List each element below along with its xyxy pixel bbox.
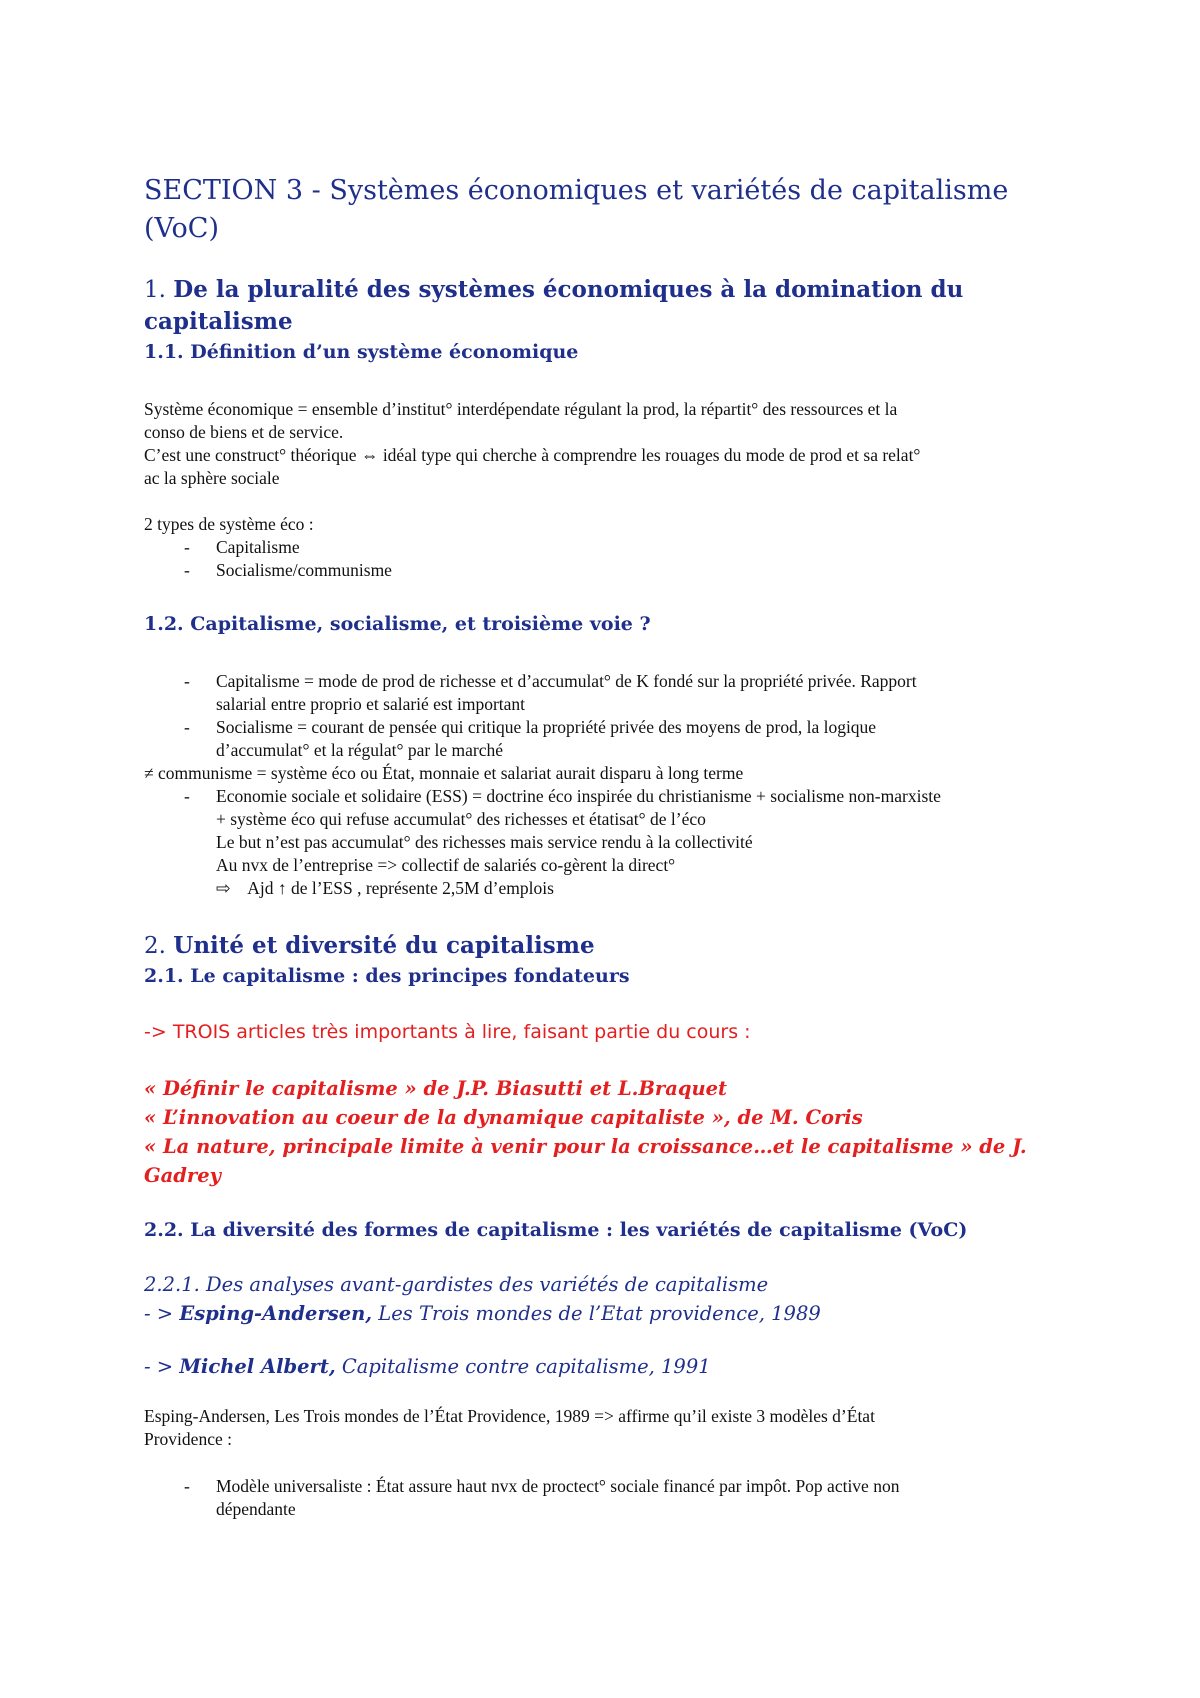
types-intro: 2 types de système éco : (144, 514, 314, 534)
paragraph-esping-andersen: Esping-Andersen, Les Trois mondes de l’État Providence, 1989 => affirme qu’il existe 3 modèles d’État Providence : (144, 1406, 875, 1449)
ess-list (144, 785, 1060, 877)
heading-1-1: 1.1. Définition d’un système économique (144, 341, 579, 363)
definitions-list (144, 670, 1060, 762)
heading-2-2-1: 2.2.1. Des analyses avant-gardistes des variétés de capitalisme (144, 1273, 769, 1296)
article-3: « La nature, principale limite à venir pour la croissance…et le capitalisme » de J. Gadrey (144, 1135, 1027, 1187)
ess-arrow-line: ⇨ Ajd ↑ de l’ESS , représente 2,5M d’emplois (216, 878, 554, 898)
list-item: - Socialisme/communisme (144, 559, 1060, 582)
paragraph-definition: Système économique = ensemble d’institut° interdépendate régulant la prod, la répartit° des ressources et la conso de biens et de service. C’est une construct° théorique ⇔ idéal type qui cherche à comprendre les rouages du mode de prod et sa relat° ac la sphère sociale (144, 399, 921, 488)
types-list (144, 536, 1060, 582)
list-item: - Modèle universaliste : État assure haut nvx de proctect° sociale financé par impôt. Pop active non dépendante (144, 1475, 1060, 1521)
models-list (144, 1475, 1060, 1521)
reference-esping-andersen: - > Esping-Andersen, Les Trois mondes de l’Etat providence, 1989 (144, 1302, 821, 1325)
heading-1: 1. De la pluralité des systèmes économiques à la domination du capitalisme (144, 276, 964, 335)
list-item: - Economie sociale et solidaire (ESS) = doctrine éco inspirée du christianisme + socialisme non-marxiste + système éco qui refuse accumulat° des richesses et étatisat° de l’éco Le but n’est pas accumulat° des richesses mais service rendu à la collectivité Au nvx de l’entreprise => collectif de salariés co-gèrent la direct° (144, 785, 1060, 877)
section-title: SECTION 3 - Systèmes économiques et variétés de capitalisme (VoC) (144, 175, 1009, 244)
heading-2-1: 2.1. Le capitalisme : des principes fondateurs (144, 965, 630, 987)
reference-michel-albert: - > Michel Albert, Capitalisme contre capitalisme, 1991 (144, 1355, 711, 1378)
articles-intro: -> TROIS articles très importants à lire, faisant partie du cours : (144, 1021, 751, 1043)
arrow-right-icon: ⇨ (216, 878, 231, 898)
heading-2: 2. Unité et diversité du capitalisme (144, 932, 595, 959)
article-2: « L’innovation au coeur de la dynamique capitaliste », de M. Coris (144, 1106, 863, 1129)
list-item: - Socialisme = courant de pensée qui critique la propriété privée des moyens de prod, la logique d’accumulat° et la régulat° par le marché (144, 716, 1060, 762)
list-item: - Capitalisme = mode de prod de richesse et d’accumulat° de K fondé sur la propriété privée. Rapport salarial entre proprio et salarié est important (144, 670, 1060, 716)
communisme-line: ≠ communisme = système éco ou État, monnaie et salariat aurait disparu à long terme (144, 763, 744, 783)
heading-1-2: 1.2. Capitalisme, socialisme, et troisième voie ? (144, 613, 651, 635)
heading-2-2: 2.2. La diversité des formes de capitalisme : les variétés de capitalisme (VoC) (144, 1219, 968, 1241)
list-item: - Capitalisme (144, 536, 1060, 559)
article-1: « Définir le capitalisme » de J.P. Biasutti et L.Braquet (144, 1077, 728, 1100)
